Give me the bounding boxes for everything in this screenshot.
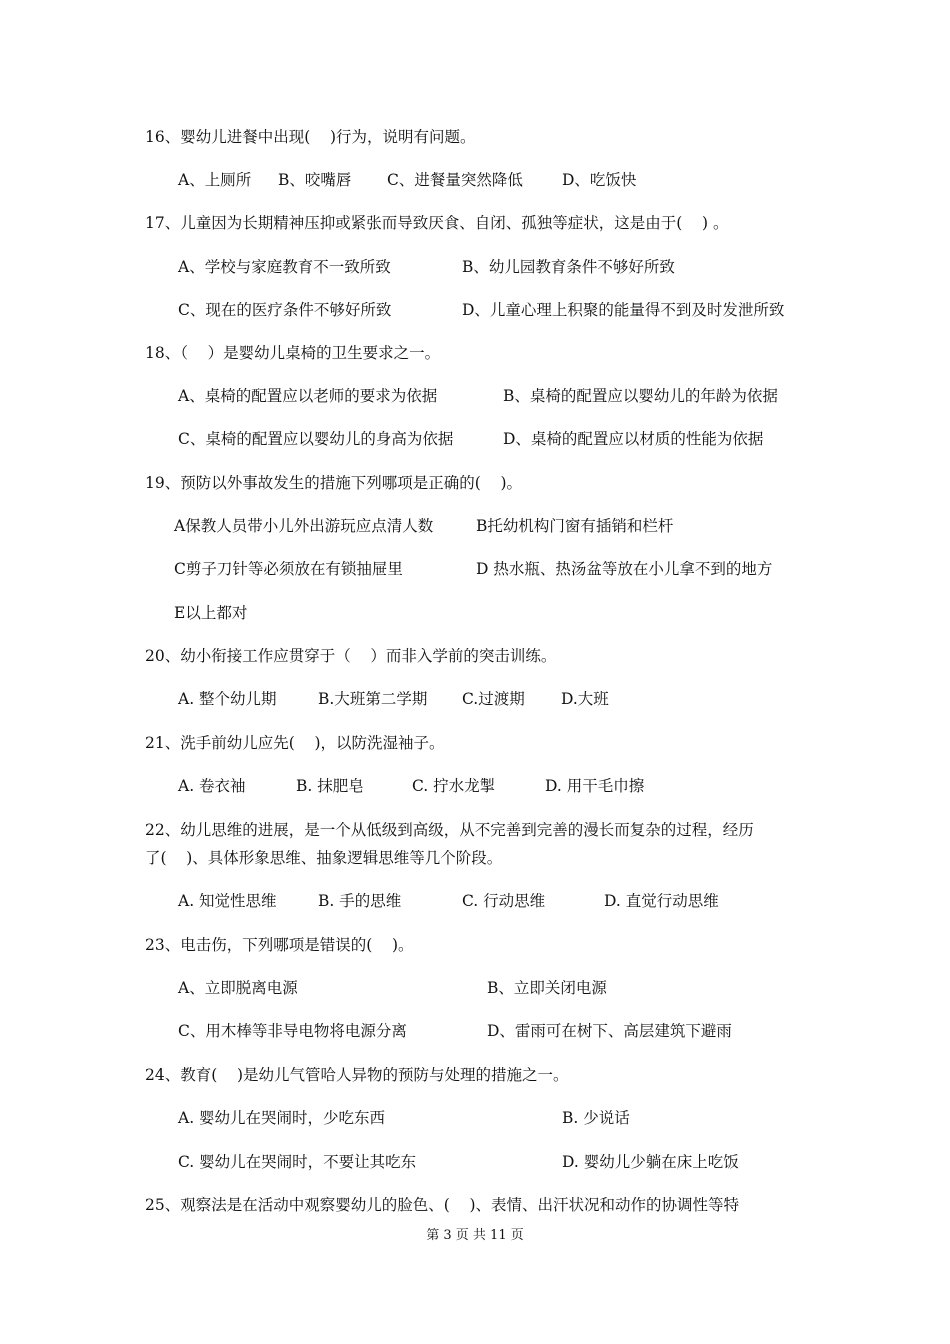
question-18-option-c: C、桌椅的配置应以婴幼儿的身高为依据	[178, 430, 454, 448]
question-24-option-d: D. 婴幼儿少躺在床上吃饭	[562, 1153, 739, 1171]
question-20-option-c: C.过渡期	[462, 690, 525, 708]
question-25-stem: 25、观察法是在活动中观察婴幼儿的脸色、( )、表情、出汗状况和动作的协调性等特	[145, 1196, 740, 1214]
question-21-option-b: B. 抹肥皂	[296, 777, 364, 795]
question-19-option-e: E以上都对	[174, 604, 248, 622]
question-19-stem: 19、预防以外事故发生的措施下列哪项是正确的( )。	[145, 474, 523, 492]
question-23-option-b: B、立即关闭电源	[487, 979, 607, 997]
question-19-option-d: D 热水瓶、热汤盆等放在小儿拿不到的地方	[476, 560, 773, 578]
question-24-option-b: B. 少说话	[562, 1109, 630, 1127]
question-23-option-c: C、用木棒等非导电物将电源分离	[178, 1022, 407, 1040]
question-22-option-d: D. 直觉行动思维	[604, 892, 719, 910]
question-24-stem: 24、教育( )是幼儿气管哈人异物的预防与处理的措施之一。	[145, 1066, 569, 1084]
question-22-option-a: A. 知觉性思维	[178, 892, 277, 910]
question-18-option-d: D、桌椅的配置应以材质的性能为依据	[503, 430, 764, 448]
question-18-stem: 18、（ ）是婴幼儿桌椅的卫生要求之一。	[145, 344, 441, 362]
question-19-option-a: A保教人员带小儿外出游玩应点清人数	[174, 517, 434, 535]
question-21-option-a: A. 卷衣袖	[178, 777, 246, 795]
question-16-stem: 16、婴幼儿进餐中出现( )行为，说明有问题。	[145, 128, 476, 146]
question-21-option-c: C. 拧水龙掣	[412, 777, 496, 795]
question-17-option-d: D、儿童心理上积聚的能量得不到及时发泄所致	[462, 301, 785, 319]
question-20-option-d: D.大班	[561, 690, 609, 708]
question-21-option-d: D. 用干毛巾擦	[545, 777, 645, 795]
question-22-option-b: B. 手的思维	[318, 892, 402, 910]
question-17-option-a: A、学校与家庭教育不一致所致	[178, 258, 391, 276]
question-22-stem-line-2: 了( )、具体形象思维、抽象逻辑思维等几个阶段。	[145, 849, 503, 867]
question-19-option-b: B托幼机构门窗有插销和栏杆	[476, 517, 674, 535]
question-17-option-b: B、幼儿园教育条件不够好所致	[462, 258, 675, 276]
question-18-option-b: B、桌椅的配置应以婴幼儿的年龄为依据	[503, 387, 778, 405]
question-23-option-a: A、立即脱离电源	[178, 979, 298, 997]
question-17-option-c: C、现在的医疗条件不够好所致	[178, 301, 392, 319]
question-21-stem: 21、洗手前幼儿应先( )，以防洗湿袖子。	[145, 734, 445, 752]
question-22-stem-line-1: 22、幼儿思维的进展，是一个从低级到高级，从不完善到完善的漫长而复杂的过程，经历	[145, 821, 754, 839]
page-number: 第 3 页 共 11 页	[426, 1228, 524, 1243]
question-17-stem: 17、儿童因为长期精神压抑或紧张而导致厌食、自闭、孤独等症状，这是由于( ) 。	[145, 214, 729, 232]
question-24-option-a: A. 婴幼儿在哭闹时，少吃东西	[178, 1109, 386, 1127]
question-23-option-d: D、雷雨可在树下、高层建筑下避雨	[487, 1022, 732, 1040]
question-19-option-c: C剪子刀针等必须放在有锁抽屉里	[174, 560, 403, 578]
question-24-option-c: C. 婴幼儿在哭闹时，不要让其吃东	[178, 1153, 417, 1171]
question-16-option-a: A、上厕所	[178, 171, 252, 189]
question-16-option-c: C、进餐量突然降低	[387, 171, 523, 189]
question-20-option-a: A. 整个幼儿期	[178, 690, 277, 708]
question-20-option-b: B.大班第二学期	[318, 690, 428, 708]
question-22-option-c: C. 行动思维	[462, 892, 546, 910]
question-16-option-b: B、咬嘴唇	[278, 171, 352, 189]
question-20-stem: 20、幼小衔接工作应贯穿于（ ）而非入学前的突击训练。	[145, 647, 557, 665]
question-18-option-a: A、桌椅的配置应以老师的要求为依据	[178, 387, 438, 405]
question-16-option-d: D、吃饭快	[562, 171, 637, 189]
question-23-stem: 23、电击伤，下列哪项是错误的( )。	[145, 936, 414, 954]
